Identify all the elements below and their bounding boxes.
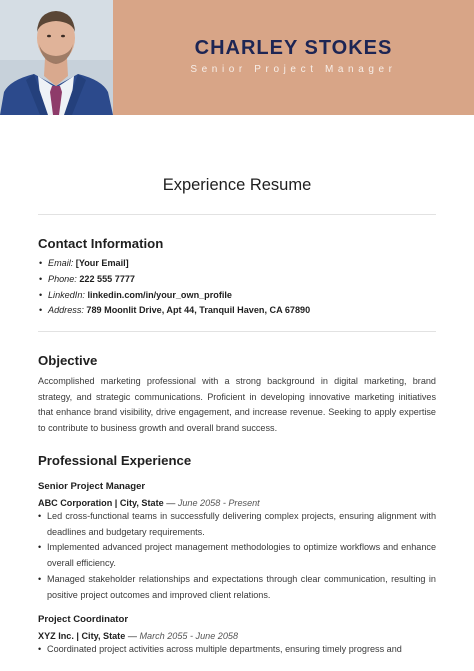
job-dates: March 2055 - June 2058	[139, 631, 239, 642]
divider	[38, 331, 436, 332]
job-company: XYZ Inc. | City, State	[38, 631, 126, 642]
contact-heading: Contact Information	[38, 236, 164, 251]
objective-section	[38, 353, 436, 437]
document-title: Experience Resume	[162, 176, 312, 194]
job-bullets	[38, 509, 436, 603]
list-item: • Implemented advanced project management methodologies to optimize workflows and enhance overall efficiency.	[38, 540, 436, 571]
resume-header	[0, 0, 474, 115]
contact-item-phone: • Phone: 222 555 7777	[38, 272, 436, 288]
profile-photo	[0, 0, 113, 115]
job-entry	[38, 614, 436, 658]
profile-photo-illustration	[0, 0, 113, 115]
contact-item-address: • Address: 789 Moonlit Drive, Apt 44, Tranquil Haven, CA 67890	[38, 303, 436, 319]
list-item: • Led cross-functional teams in successfully delivering complex projects, ensuring alignment with deadlines and budgetary requirements.	[38, 509, 436, 540]
contact-list	[38, 256, 436, 319]
contact-item-email: • Email: [Your Email]	[38, 256, 436, 272]
experience-heading: Professional Experience	[38, 453, 192, 468]
experience-section	[38, 453, 436, 658]
candidate-role: Senior Project Manager	[190, 64, 397, 75]
header-banner	[113, 0, 474, 115]
job-company: ABC Corporation | City, State	[38, 498, 164, 508]
job-meta: XYZ Inc. | City, State — March 2055 - June 2058	[38, 631, 239, 642]
job-meta: ABC Corporation | City, State — June 2058 - Present	[38, 498, 260, 508]
contact-item-linkedin: • LinkedIn: linkedin.com/in/your_own_profile	[38, 288, 436, 304]
list-item: • Managed stakeholder relationships and expectations through clear communication, resulting in positive project outcomes and improved client relations.	[38, 572, 436, 603]
divider	[38, 214, 436, 215]
candidate-name: CHARLEY STOKES	[194, 37, 393, 59]
job-entry	[38, 481, 436, 603]
job-title: Senior Project Manager	[38, 481, 146, 492]
job-bullets	[38, 642, 436, 658]
contact-section	[38, 236, 436, 319]
list-item: • Coordinated project activities across multiple departments, ensuring timely progress and	[38, 642, 436, 658]
job-dates: June 2058 - Present	[177, 498, 260, 508]
objective-heading: Objective	[38, 353, 98, 368]
objective-text: Accomplished marketing professional with a strong background in digital marketing, brand strategy, and strategic communications. Proficient in developing innovative marketing initiatives that enhance brand visibility, drive engagement, and increase revenue. Seeking to apply expertise to contribute to business growth and overall brand success.	[38, 376, 436, 434]
job-title: Project Coordinator	[38, 614, 129, 626]
